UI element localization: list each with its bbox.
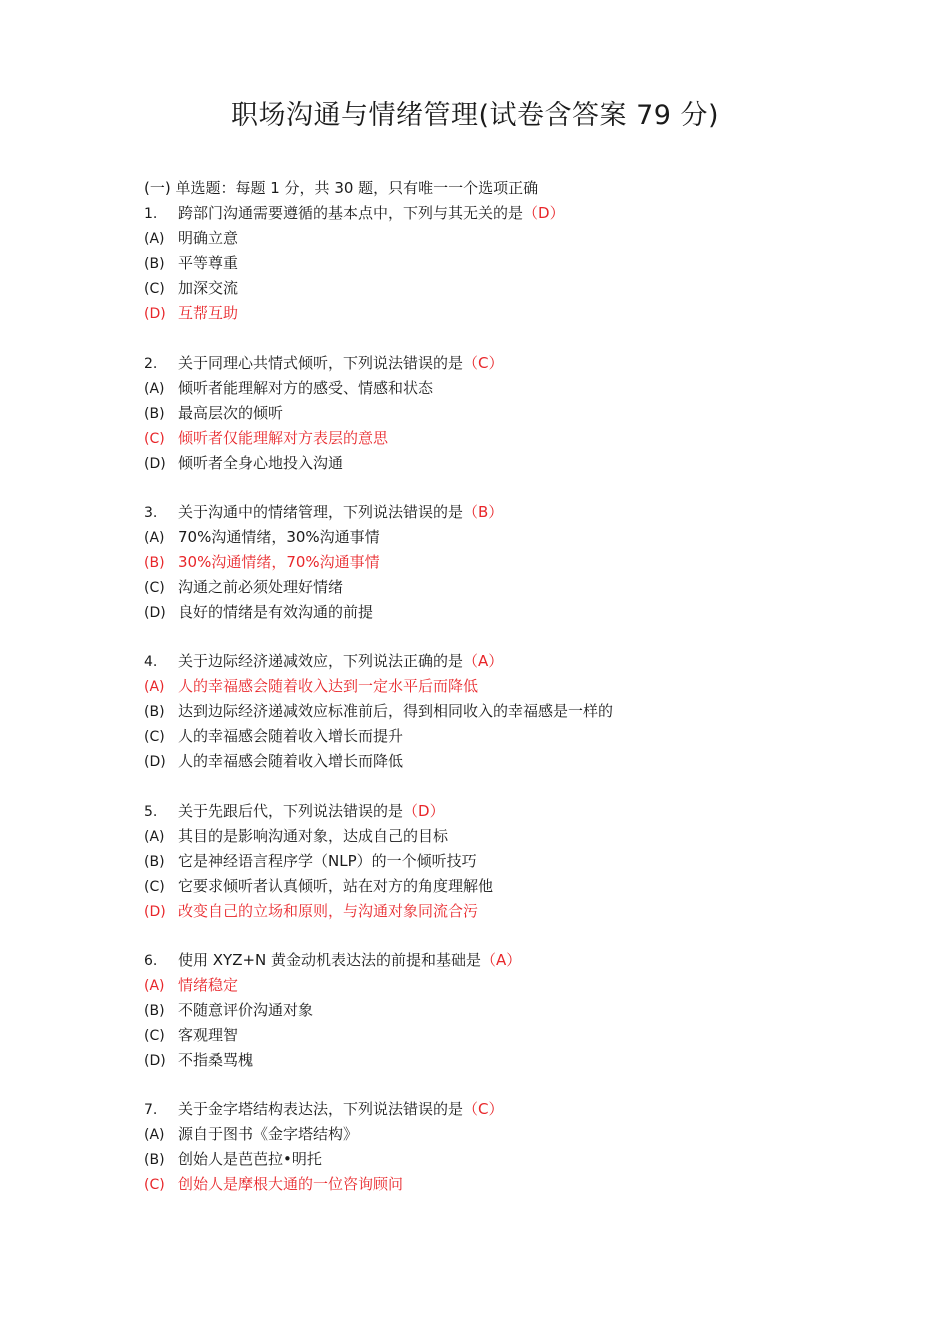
- option-marker: (A): [144, 829, 165, 845]
- option-marker: (B): [144, 555, 165, 571]
- option: [144, 998, 824, 1023]
- answer-key: （D）: [403, 802, 445, 820]
- option-correct: [144, 550, 824, 575]
- question-text: 使用 XYZ+N 黄金动机表达法的前提和基础是: [178, 951, 482, 969]
- option-marker: (A): [144, 978, 165, 994]
- question-stem: [144, 799, 824, 824]
- option: [144, 1023, 824, 1048]
- option-correct: [144, 1172, 824, 1197]
- answer-key: （B）: [463, 503, 504, 521]
- option-text: 加深交流: [178, 279, 239, 297]
- option-marker: (C): [144, 1028, 165, 1044]
- option-marker: (A): [144, 679, 165, 695]
- option-marker: (B): [144, 406, 165, 422]
- option-marker: (B): [144, 256, 165, 272]
- option-marker: (D): [144, 754, 166, 770]
- section-header: (一) 单选题：每题 1 分，共 30 题，只有唯一一个选项正确: [144, 179, 539, 197]
- answer-key: （C）: [463, 354, 504, 372]
- question-stem: [144, 1097, 824, 1122]
- question-number: 6.: [144, 953, 158, 969]
- answer-key: （A）: [481, 951, 522, 969]
- question-stem: [144, 500, 824, 525]
- answer-key: （C）: [463, 1100, 504, 1118]
- option-text: 倾听者全身心地投入沟通: [178, 454, 344, 472]
- option: [144, 1048, 824, 1073]
- option: [144, 1147, 824, 1172]
- question-text: 跨部门沟通需要遵循的基本点中，下列与其无关的是: [178, 204, 524, 222]
- option-text: 改变自己的立场和原则，与沟通对象同流合污: [178, 902, 479, 920]
- option-correct: [144, 973, 824, 998]
- option-text: 源自于图书《金字塔结构》: [178, 1125, 359, 1143]
- option: [144, 525, 824, 550]
- option-text: 创始人是摩根大通的一位咨询顾问: [178, 1175, 404, 1193]
- answer-key: （D）: [523, 204, 565, 222]
- question-block: [144, 1097, 824, 1197]
- option-text: 创始人是芭芭拉•明托: [178, 1150, 322, 1168]
- option-text: 互帮互助: [178, 304, 239, 322]
- option-text: 平等尊重: [178, 254, 239, 272]
- question-text: 关于同理心共情式倾听，下列说法错误的是: [178, 354, 464, 372]
- option-marker: (B): [144, 1003, 165, 1019]
- option-text: 不指桑骂槐: [178, 1051, 254, 1069]
- answer-key: （A）: [463, 652, 504, 670]
- question-text: 关于金字塔结构表达法，下列说法错误的是: [178, 1100, 464, 1118]
- option-text: 人的幸福感会随着收入增长而提升: [178, 727, 404, 745]
- option-marker: (A): [144, 231, 165, 247]
- option-marker: (C): [144, 281, 165, 297]
- option: [144, 1122, 824, 1147]
- question-block: [144, 201, 824, 326]
- option-text: 沟通之前必须处理好情绪: [178, 578, 344, 596]
- option-text: 其目的是影响沟通对象，达成自己的目标: [178, 827, 449, 845]
- option: [144, 376, 824, 401]
- option: [144, 575, 824, 600]
- question-text: 关于先跟后代，下列说法错误的是: [178, 802, 404, 820]
- option-text: 30%沟通情绪，70%沟通事情: [178, 553, 380, 571]
- option-correct: [144, 426, 824, 451]
- question-number: 1.: [144, 206, 158, 222]
- option-marker: (C): [144, 879, 165, 895]
- option: [144, 600, 824, 625]
- option-text: 最高层次的倾听: [178, 404, 284, 422]
- option-marker: (C): [144, 431, 165, 447]
- option: [144, 824, 824, 849]
- option-text: 70%沟通情绪，30%沟通事情: [178, 528, 380, 546]
- option: [144, 251, 824, 276]
- option-marker: (D): [144, 605, 166, 621]
- option-marker: (C): [144, 1177, 165, 1193]
- question-number: 5.: [144, 804, 158, 820]
- question-block: [144, 500, 824, 625]
- option: [144, 699, 824, 724]
- option: [144, 451, 824, 476]
- option-text: 情绪稳定: [178, 976, 239, 994]
- option-marker: (D): [144, 456, 166, 472]
- option-marker: (B): [144, 1152, 165, 1168]
- option: [144, 849, 824, 874]
- option-text: 它是神经语言程序学（NLP）的一个倾听技巧: [178, 852, 477, 870]
- option-marker: (B): [144, 704, 165, 720]
- option: [144, 226, 824, 251]
- option-text: 人的幸福感会随着收入增长而降低: [178, 752, 404, 770]
- question-text: 关于沟通中的情绪管理，下列说法错误的是: [178, 503, 464, 521]
- question-text: 关于边际经济递减效应，下列说法正确的是: [178, 652, 464, 670]
- option-text: 客观理智: [178, 1026, 239, 1044]
- option: [144, 749, 824, 774]
- option-marker: (D): [144, 904, 166, 920]
- option-marker: (B): [144, 854, 165, 870]
- option-marker: (C): [144, 729, 165, 745]
- question-stem: [144, 649, 824, 674]
- option: [144, 724, 824, 749]
- question-number: 3.: [144, 505, 158, 521]
- question-block: [144, 799, 824, 924]
- question-block: [144, 649, 824, 774]
- option-text: 良好的情绪是有效沟通的前提: [178, 603, 374, 621]
- option-marker: (A): [144, 530, 165, 546]
- option-marker: (D): [144, 306, 166, 322]
- option-text: 不随意评价沟通对象: [178, 1001, 314, 1019]
- question-stem: [144, 948, 824, 973]
- option-marker: (D): [144, 1053, 166, 1069]
- option-correct: [144, 301, 824, 326]
- question-stem: [144, 351, 824, 376]
- option-text: 倾听者能理解对方的感受、情感和状态: [178, 379, 434, 397]
- option-marker: (C): [144, 580, 165, 596]
- question-stem: [144, 201, 824, 226]
- option-text: 人的幸福感会随着收入达到一定水平后而降低: [178, 677, 479, 695]
- document-title: 职场沟通与情绪管理(试卷含答案 79 分): [230, 100, 720, 131]
- option-text: 它要求倾听者认真倾听，站在对方的角度理解他: [178, 877, 494, 895]
- question-block: [144, 351, 824, 476]
- option-correct: [144, 674, 824, 699]
- option-correct: [144, 899, 824, 924]
- option-text: 明确立意: [178, 229, 239, 247]
- option: [144, 401, 824, 426]
- option-text: 达到边际经济递减效应标准前后，得到相同收入的幸福感是一样的: [178, 702, 614, 720]
- option-text: 倾听者仅能理解对方表层的意思: [178, 429, 389, 447]
- option: [144, 874, 824, 899]
- option: [144, 276, 824, 301]
- question-block: [144, 948, 824, 1073]
- option-marker: (A): [144, 1127, 165, 1143]
- question-number: 7.: [144, 1102, 158, 1118]
- option-marker: (A): [144, 381, 165, 397]
- question-number: 2.: [144, 356, 158, 372]
- question-number: 4.: [144, 654, 158, 670]
